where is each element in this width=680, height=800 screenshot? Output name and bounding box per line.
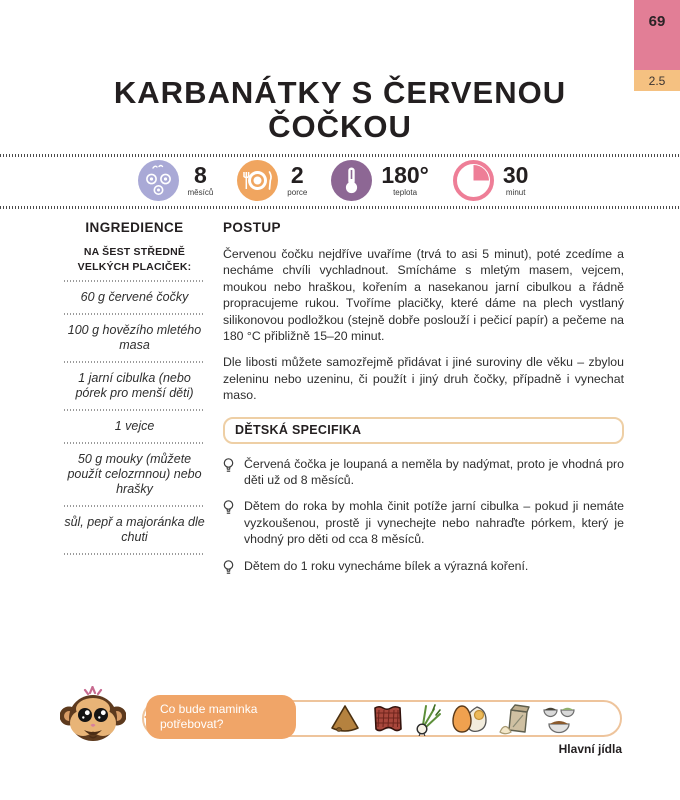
meat-icon xyxy=(371,703,405,735)
ingredients-column xyxy=(62,218,207,585)
spring-onion-icon xyxy=(414,702,442,736)
ingredient-separator xyxy=(64,442,205,444)
thermometer-icon xyxy=(331,160,372,201)
page-number-tab xyxy=(634,0,680,70)
ingredient-separator xyxy=(64,409,205,411)
ingredient-item: 50 g mouky (můžete použít celozrnnou) nebo hrašky xyxy=(67,452,202,496)
ingredient-item: 60 g červené čočky xyxy=(80,290,189,304)
badge-portions-value: 2 xyxy=(290,162,304,188)
section-number: 2.5 xyxy=(648,73,666,88)
baby-icon xyxy=(138,160,179,201)
ingredient-item: 1 jarní cibulka (nebo pórek pro menší děti) xyxy=(75,371,194,400)
method-column xyxy=(223,218,624,585)
ingredient-separator xyxy=(64,553,205,555)
speech-bubble xyxy=(146,695,296,739)
badge-time-value: 30 xyxy=(502,162,529,188)
lightbulb-icon xyxy=(223,458,234,473)
lentils-icon xyxy=(328,703,362,735)
recipe-title-line1: KARBANÁTKY S ČERVENOU xyxy=(113,75,567,110)
specifics-header: DĚTSKÁ SPECIFIKA xyxy=(235,422,362,437)
badge-portions xyxy=(237,160,307,201)
badge-temperature-text xyxy=(381,164,429,197)
ingredients-subheader: NA ŠEST STŘEDNĚ VELKÝCH PLACIČEK: xyxy=(77,246,192,273)
method-header: POSTUP xyxy=(223,220,281,235)
needed-items-icons xyxy=(328,703,577,735)
specifics-bullet xyxy=(223,456,624,489)
badge-time xyxy=(453,160,529,201)
method-paragraph: Dle libosti můžete samozřejmě přidávat i jiné suroviny dle věku – zbylou zeleninu nebo uzeninu, či použít i jiný druh čočky, případně i vynechat maso. xyxy=(223,355,624,403)
ingredients-header: INGREDIENCE xyxy=(85,220,184,235)
ingredient-separator xyxy=(64,280,205,282)
plate-icon xyxy=(237,160,278,201)
badge-temperature xyxy=(331,160,429,201)
page-number: 69 xyxy=(648,13,666,30)
specifics-bullet-text: Dětem do 1 roku vynecháme bílek a výrazná koření. xyxy=(244,558,529,573)
badge-portions-label: porce xyxy=(287,188,308,197)
recipe-title-line2: ČOČKOU xyxy=(268,109,412,144)
badge-time-label: minut xyxy=(505,188,526,197)
specifics-bullet xyxy=(223,498,624,547)
timer-icon xyxy=(453,160,494,201)
spices-icon xyxy=(541,703,577,735)
footer-category: Hlavní jídla xyxy=(558,742,622,756)
dotted-divider-bottom xyxy=(0,206,680,209)
badge-age-text xyxy=(188,164,214,197)
recipe-title xyxy=(30,76,650,144)
info-badge-strip xyxy=(0,160,666,201)
badge-temperature-label: teplota xyxy=(393,188,418,197)
flour-icon xyxy=(498,703,532,736)
ingredient-item: 100 g hovězího mletého masa xyxy=(67,323,202,352)
specifics-bullet-text: Červená čočka je loupaná a neměla by nadýmat, proto je vhodná pro děti už od 8 měsíců. xyxy=(244,456,624,488)
specifics-bullet-text: Dětem do roka by mohla činit potíže jarní cibulka – pokud ji nemáte vyzkoušenou, prostě ji vynechejte nebo nahraďte pórkem, který je vhodný pro děti od cca 8 měsíců. xyxy=(244,499,624,547)
badge-age-label: měsíců xyxy=(187,188,214,197)
lightbulb-icon xyxy=(223,560,234,575)
ingredient-item: sůl, pepř a majoránka dle chuti xyxy=(64,515,205,544)
method-paragraph: Červenou čočku nejdříve uvaříme (trvá to asi 5 minut), poté zcedíme a necháme chvíli vychladnout. Smícháme s mletým masem, vejcem, moukou nebo hraškou, kořením a nasekanou jarní cibulkou a řádně propracujeme rukou. Tvoříme placičky, které dáme na plech vystlaný silikonovou podložkou (stejně dobře poslouží i pečicí papír) a pečeme na 180 °C přibližně 15–20 minut. xyxy=(223,247,624,344)
ingredient-item: 1 vejce xyxy=(114,419,155,433)
eggs-icon xyxy=(451,703,489,735)
badge-portions-text xyxy=(287,164,307,197)
ingredient-separator xyxy=(64,505,205,507)
specifics-header-box xyxy=(223,417,624,444)
ingredient-separator xyxy=(64,313,205,315)
lightbulb-icon xyxy=(223,500,234,515)
badge-age xyxy=(138,160,214,201)
monkey-mascot xyxy=(60,686,126,746)
main-content xyxy=(62,218,624,585)
badge-age-value: 8 xyxy=(194,162,207,188)
specifics-bullet xyxy=(223,558,624,575)
badge-temperature-value: 180° xyxy=(381,162,429,188)
speech-bubble-text: Co bude maminka potřebovat? xyxy=(160,702,258,731)
badge-time-text xyxy=(503,164,529,197)
dotted-divider-top xyxy=(0,154,680,157)
ingredient-separator xyxy=(64,361,205,363)
